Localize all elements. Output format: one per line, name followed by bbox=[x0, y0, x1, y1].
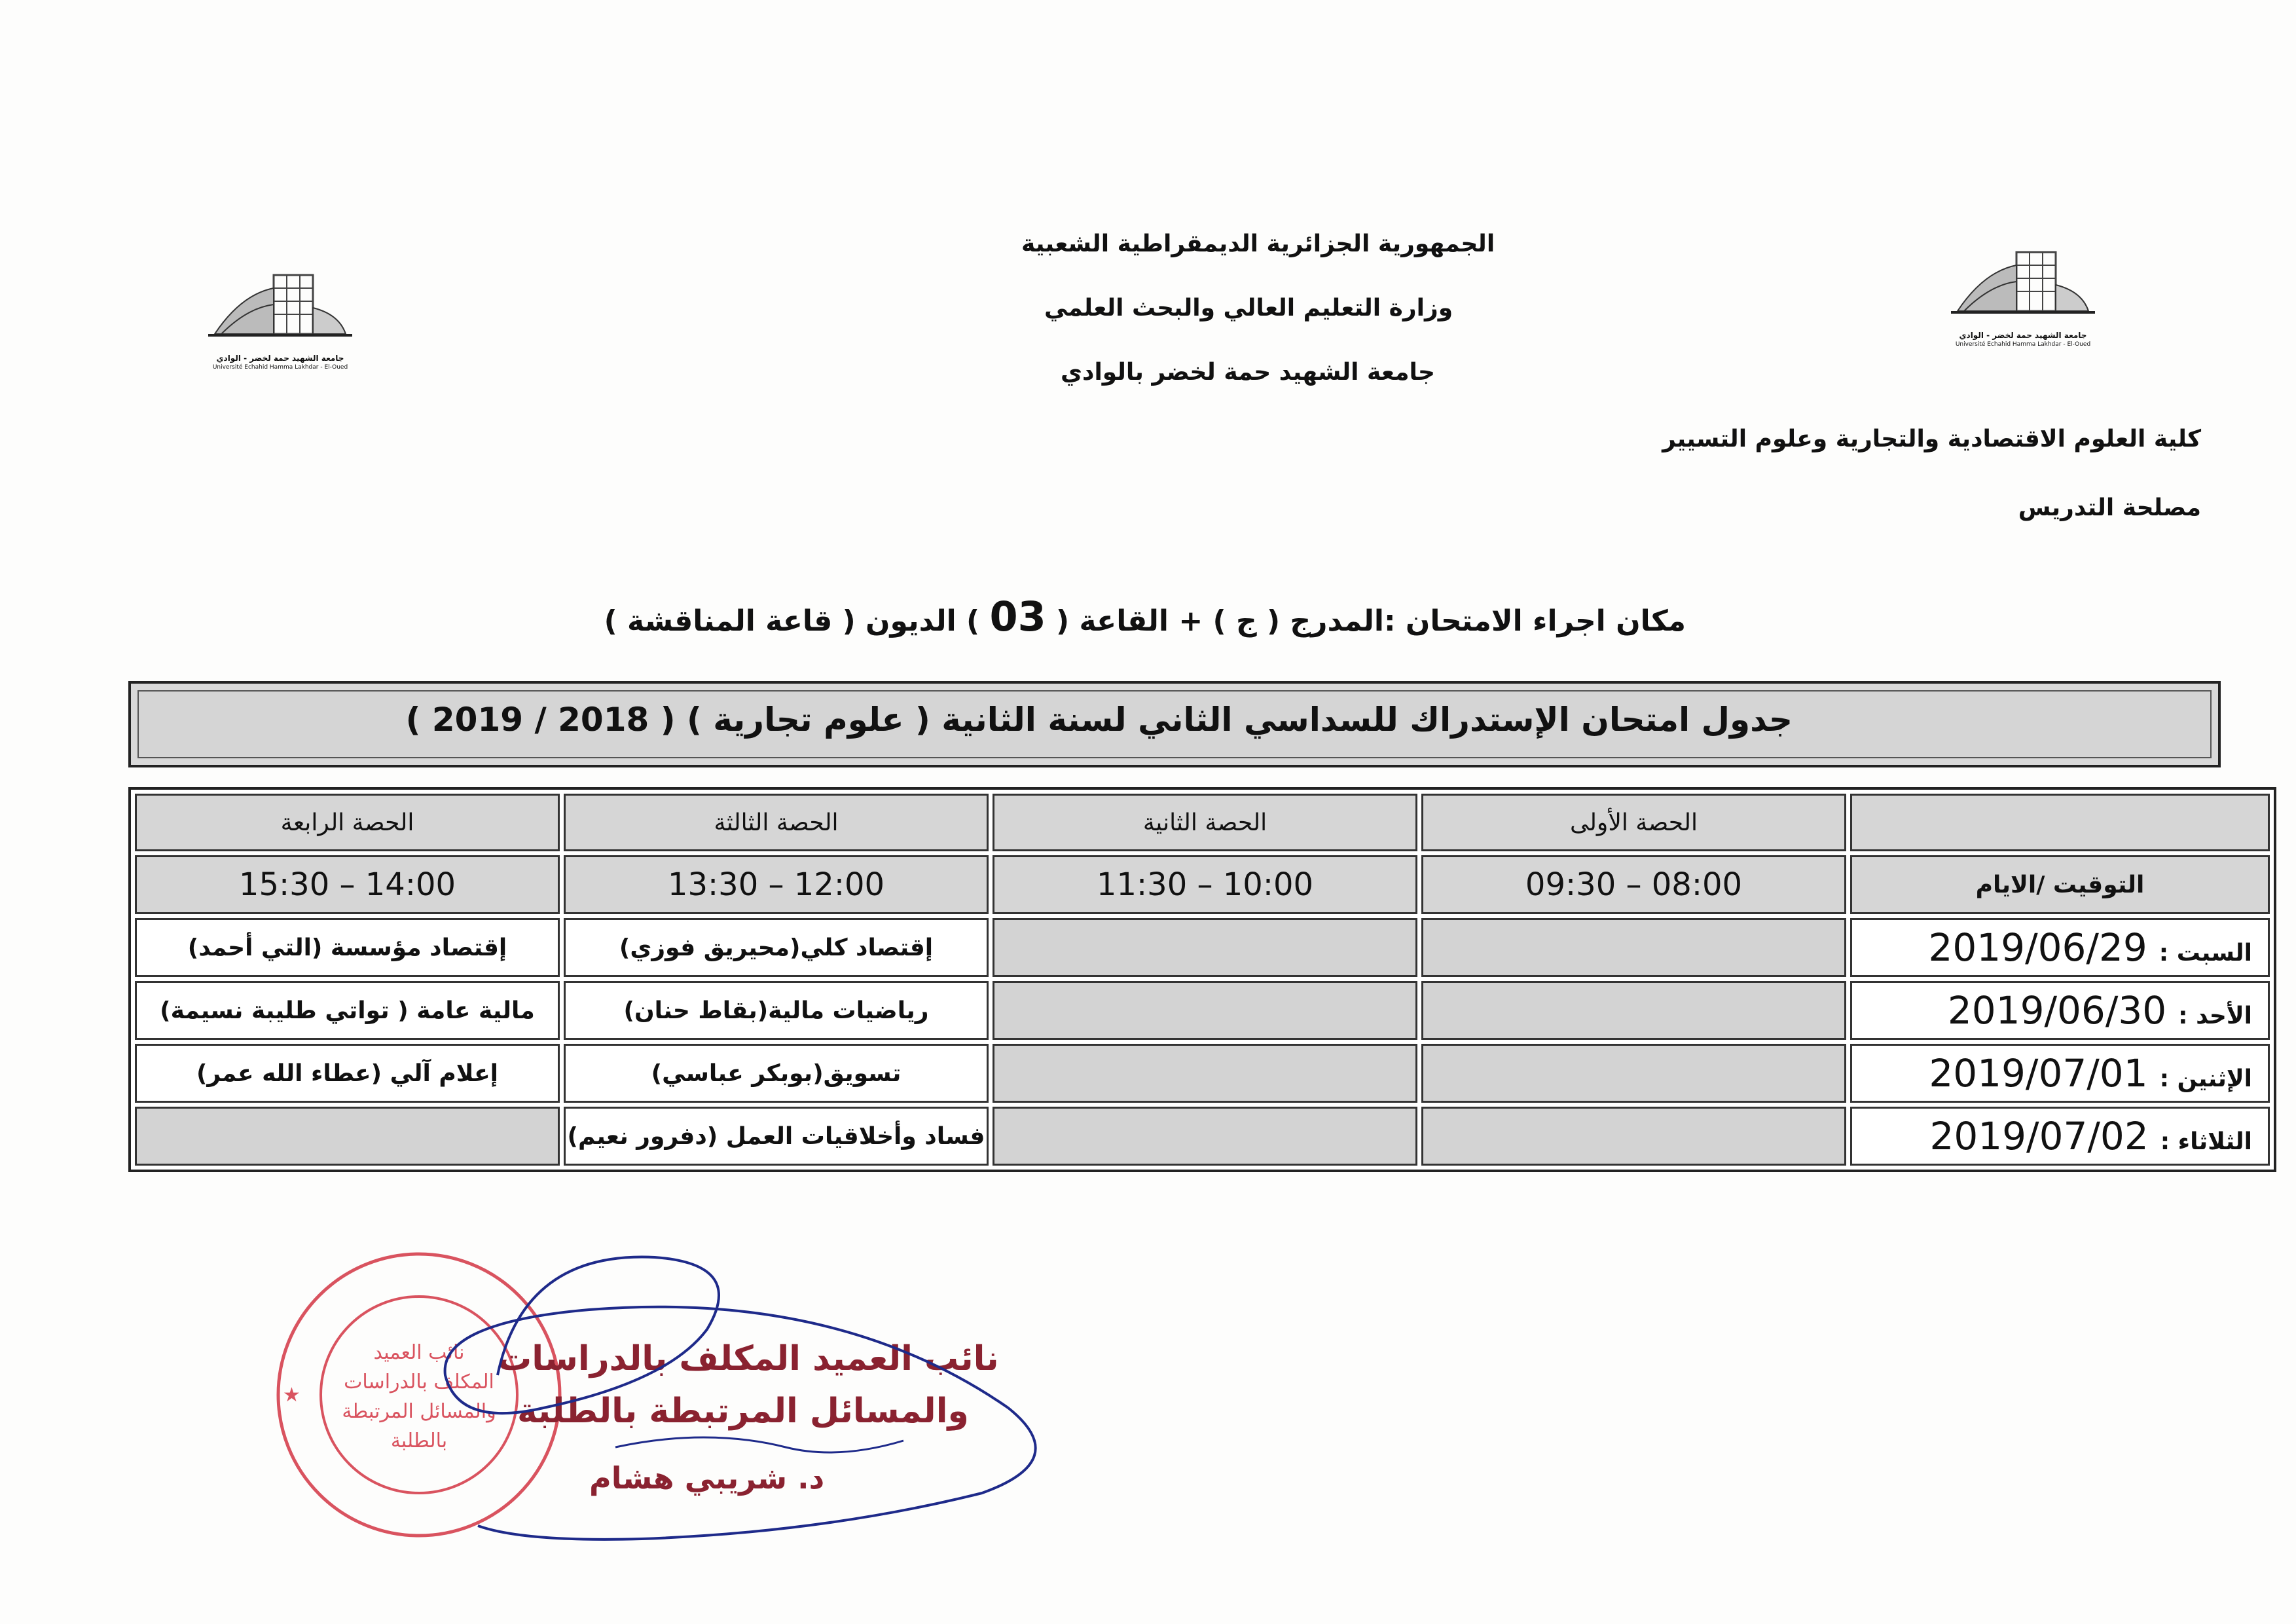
venue-room: 03 bbox=[989, 593, 1046, 640]
table-row bbox=[135, 1107, 2270, 1166]
signature-name: د. شريبي هشام bbox=[589, 1460, 825, 1496]
svg-text:★: ★ bbox=[283, 1384, 301, 1407]
session-times-row bbox=[135, 855, 2270, 914]
exam-cell bbox=[1421, 918, 1846, 977]
day-name: الثلاثاء : bbox=[2160, 1128, 2252, 1155]
stamp-text-2: المكلف بالدراسات bbox=[344, 1371, 494, 1393]
exam-cell: فساد وأخلاقيات العمل (دفرور نعيم) bbox=[564, 1107, 989, 1166]
corner-cell-top bbox=[1850, 794, 2270, 851]
exam-cell: إعلام آلي (عطاء الله عمر) bbox=[135, 1044, 560, 1103]
day-name: الأحد : bbox=[2178, 1003, 2252, 1029]
exam-schedule-table bbox=[128, 787, 2276, 1172]
table-row bbox=[135, 918, 2270, 977]
exam-venue bbox=[604, 593, 1686, 640]
day-date: 2019/06/29 bbox=[1928, 925, 2147, 970]
exam-cell bbox=[1421, 1107, 1846, 1166]
day-cell bbox=[1850, 1044, 2270, 1103]
session-time: 08:00 – 09:30 bbox=[1421, 855, 1846, 914]
session-name: الحصة الرابعة bbox=[135, 794, 560, 851]
header-republic: الجمهورية الجزائرية الديمقراطية الشعبية bbox=[1021, 231, 1495, 257]
day-cell bbox=[1850, 1107, 2270, 1166]
faculty-name: كلية العلوم الاقتصادية والتجارية وعلوم التسيير bbox=[1662, 426, 2201, 452]
exam-cell bbox=[993, 981, 1417, 1040]
venue-suffix: ) الديون ( قاعة المناقشة ) bbox=[604, 604, 980, 638]
signature-title-line2: والمسائل المرتبطة بالطلبة bbox=[517, 1392, 969, 1431]
session-name: الحصة الأولى bbox=[1421, 794, 1846, 851]
session-names-row bbox=[135, 794, 2270, 851]
day-name: السبت : bbox=[2159, 940, 2252, 967]
venue-prefix: مكان اجراء الامتحان :المدرج ( ج ) + القاعة ( bbox=[1056, 604, 1686, 638]
session-time: 12:00 – 13:30 bbox=[564, 855, 989, 914]
exam-cell: إقتصاد مؤسسة (التي أحمد) bbox=[135, 918, 560, 977]
university-logo-right bbox=[1938, 246, 2108, 348]
table-title-box bbox=[128, 681, 2221, 767]
day-name: الإثنين : bbox=[2159, 1065, 2252, 1092]
stamp-text-3: والمسائل المرتبطة bbox=[342, 1400, 496, 1423]
exam-cell bbox=[993, 918, 1417, 977]
building-logo-icon bbox=[1938, 246, 2108, 331]
logo-caption-fr: Université Echahid Hamma Lakhdar - El-Oued bbox=[1955, 341, 2091, 348]
exam-cell bbox=[1421, 1044, 1846, 1103]
exam-cell: تسويق(بوبكر عباسي) bbox=[564, 1044, 989, 1103]
stamp-text-4: بالطلبة bbox=[390, 1430, 448, 1452]
exam-cell bbox=[993, 1044, 1417, 1103]
session-time: 14:00 – 15:30 bbox=[135, 855, 560, 914]
session-name: الحصة الثانية bbox=[993, 794, 1417, 851]
table-row bbox=[135, 1044, 2270, 1103]
building-logo-icon bbox=[195, 268, 365, 354]
handwritten-signature bbox=[249, 1211, 1100, 1578]
university-logo-left bbox=[195, 268, 365, 371]
logo-caption-ar: جامعة الشهيد حمة لخضر - الوادي bbox=[1959, 331, 2087, 340]
logo-caption-fr: Université Echahid Hamma Lakhdar - El-Oued bbox=[212, 364, 348, 371]
header-university: جامعة الشهيد حمة لخضر بالوادي bbox=[1061, 359, 1435, 386]
exam-cell: مالية عامة ( تواتي طليبة نسيمة) bbox=[135, 981, 560, 1040]
day-date: 2019/07/02 bbox=[1929, 1114, 2149, 1158]
stamp-text-1: نائب العميد bbox=[373, 1341, 465, 1364]
session-name: الحصة الثالثة bbox=[564, 794, 989, 851]
session-time: 10:00 – 11:30 bbox=[993, 855, 1417, 914]
header-ministry: وزارة التعليم العالي والبحث العلمي bbox=[1044, 295, 1453, 322]
table-title: جدول امتحان الإستدراك للسداسي الثاني لسنة الثانية ( علوم تجارية ) ( 2018 / 2019 ) bbox=[405, 701, 1793, 739]
signature-title-line1: نائب العميد المكلف بالدراسات bbox=[498, 1339, 999, 1378]
exam-cell bbox=[1421, 981, 1846, 1040]
day-cell bbox=[1850, 981, 2270, 1040]
day-cell bbox=[1850, 918, 2270, 977]
exam-cell: رياضيات مالية(بقاط حنان) bbox=[564, 981, 989, 1040]
corner-label: التوقيت /الايام bbox=[1850, 855, 2270, 914]
logo-caption-ar: جامعة الشهيد حمة لخضر - الوادي bbox=[216, 354, 344, 363]
exam-cell bbox=[135, 1107, 560, 1166]
exam-cell: إقتصاد كلي(محيريق فوزي) bbox=[564, 918, 989, 977]
table-row bbox=[135, 981, 2270, 1040]
day-date: 2019/07/01 bbox=[1929, 1051, 2148, 1096]
exam-cell bbox=[993, 1107, 1417, 1166]
day-date: 2019/06/30 bbox=[1947, 988, 2167, 1033]
service-name: مصلحة التدريس bbox=[2018, 494, 2201, 521]
